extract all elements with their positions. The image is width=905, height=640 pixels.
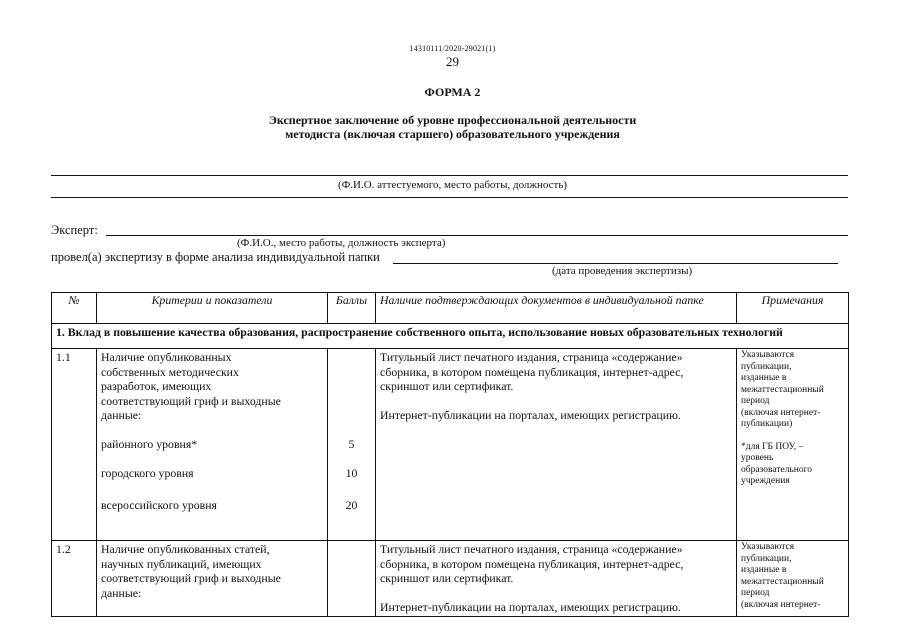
criteria-line: научных публикаций, имеющих	[101, 556, 262, 571]
attestee-underline	[51, 175, 848, 176]
attestee-caption: (Ф.И.О. аттестуемого, место работы, должность)	[337, 179, 568, 191]
note-line: изданные в	[741, 565, 787, 575]
review-underline	[393, 263, 838, 264]
note-line: публикации)	[741, 419, 793, 429]
expert-underline	[106, 235, 848, 236]
note-line: образовательного	[741, 464, 813, 475]
column-header-number: №	[52, 293, 97, 324]
notes-cell	[737, 349, 849, 541]
notes-cell	[737, 541, 849, 617]
note-line: межаттестационный	[741, 576, 824, 587]
conclusion-title-line-2: методиста (включая старшего) образовательного учреждения	[285, 127, 620, 141]
note-line: изданные в	[741, 373, 787, 383]
documents-line: сборника, в котором помещена публикация, интернет-адрес,	[380, 556, 684, 571]
note-line: Указываются	[741, 542, 795, 552]
note-line: учреждения	[741, 476, 790, 486]
criteria-line: разработок, имеющих	[101, 379, 212, 393]
criteria-line: соответствующий гриф и выходные	[101, 571, 281, 585]
criteria-line: данные:	[101, 585, 142, 600]
note-line: *для ГБ ПОУ, –	[741, 441, 804, 452]
page-number: 29	[446, 54, 459, 69]
note-line: уровень	[741, 453, 774, 463]
column-header-documents: Наличие подтверждающих документов в индивидуальной папке	[376, 293, 737, 324]
conclusion-title	[0, 113, 905, 141]
criteria-line: соответствующий гриф и выходные	[101, 393, 281, 408]
criteria-line: данные:	[101, 408, 142, 422]
score-cell	[328, 349, 376, 541]
documents-line: Титульный лист печатного издания, страница «содержание»	[380, 350, 683, 364]
review-label: провел(а) экспертизу в форме анализа индивидуальной папки	[51, 250, 380, 264]
note-line: (включая интернет-	[741, 407, 821, 418]
criteria-line: Наличие опубликованных	[101, 350, 232, 364]
criteria-cell	[97, 349, 328, 541]
criteria-line: Наличие опубликованных статей,	[101, 542, 270, 556]
date-caption: (дата проведения экспертизы)	[552, 265, 693, 277]
note-line: Указываются	[741, 350, 795, 360]
section-title: 1. Вклад в повышение качества образования, распространение собственного опыта, использование новых образовательных технологий	[52, 324, 849, 349]
table-row	[52, 349, 849, 541]
level-district: районного уровня*	[101, 437, 198, 451]
column-header-criteria: Критерии и показатели	[97, 293, 328, 324]
note-line: период	[741, 396, 770, 406]
row-number: 1.1	[52, 349, 97, 541]
table-header-row	[52, 293, 849, 324]
row-number: 1.2	[52, 541, 97, 617]
documents-line: скриншот или сертификат.	[380, 379, 514, 393]
documents-line: Титульный лист печатного издания, страница «содержание»	[380, 542, 683, 556]
score-city: 10	[345, 466, 358, 480]
documents-internet: Интернет-публикации на порталах, имеющих регистрацию.	[380, 408, 681, 422]
documents-cell	[376, 541, 737, 617]
section-row	[52, 324, 849, 349]
level-city: городского уровня	[101, 466, 194, 480]
conclusion-title-line-1: Экспертное заключение об уровне профессиональной деятельности	[268, 113, 637, 127]
criteria-table	[51, 292, 849, 617]
column-header-score: Баллы	[328, 293, 376, 324]
attestee-underline-2	[51, 197, 848, 198]
level-national: всероссийского уровня	[101, 498, 217, 512]
form-title: ФОРМА 2	[424, 85, 481, 99]
criteria-cell	[97, 541, 328, 617]
criteria-line: собственных методических	[101, 364, 239, 379]
expert-label: Эксперт:	[51, 223, 98, 237]
column-header-notes: Примечания	[737, 293, 849, 324]
score-cell	[328, 541, 376, 617]
documents-internet: Интернет-публикации на порталах, имеющих регистрацию.	[380, 600, 681, 614]
table-row	[52, 541, 849, 617]
documents-line: скриншот или сертификат.	[380, 571, 514, 585]
note-line: публикации,	[741, 361, 792, 372]
documents-line: сборника, в котором помещена публикация, интернет-адрес,	[380, 364, 684, 379]
note-line: (включая интернет-	[741, 599, 821, 610]
note-line: период	[741, 588, 770, 598]
document-id: 14310111/2020-29021(1)	[409, 44, 496, 53]
score-national: 20	[345, 498, 358, 512]
score-district: 5	[348, 437, 355, 451]
note-line: межаттестационный	[741, 384, 824, 395]
note-line: публикации,	[741, 553, 792, 564]
documents-cell	[376, 349, 737, 541]
expert-caption: (Ф.И.О., место работы, должность эксперта)	[237, 237, 446, 249]
